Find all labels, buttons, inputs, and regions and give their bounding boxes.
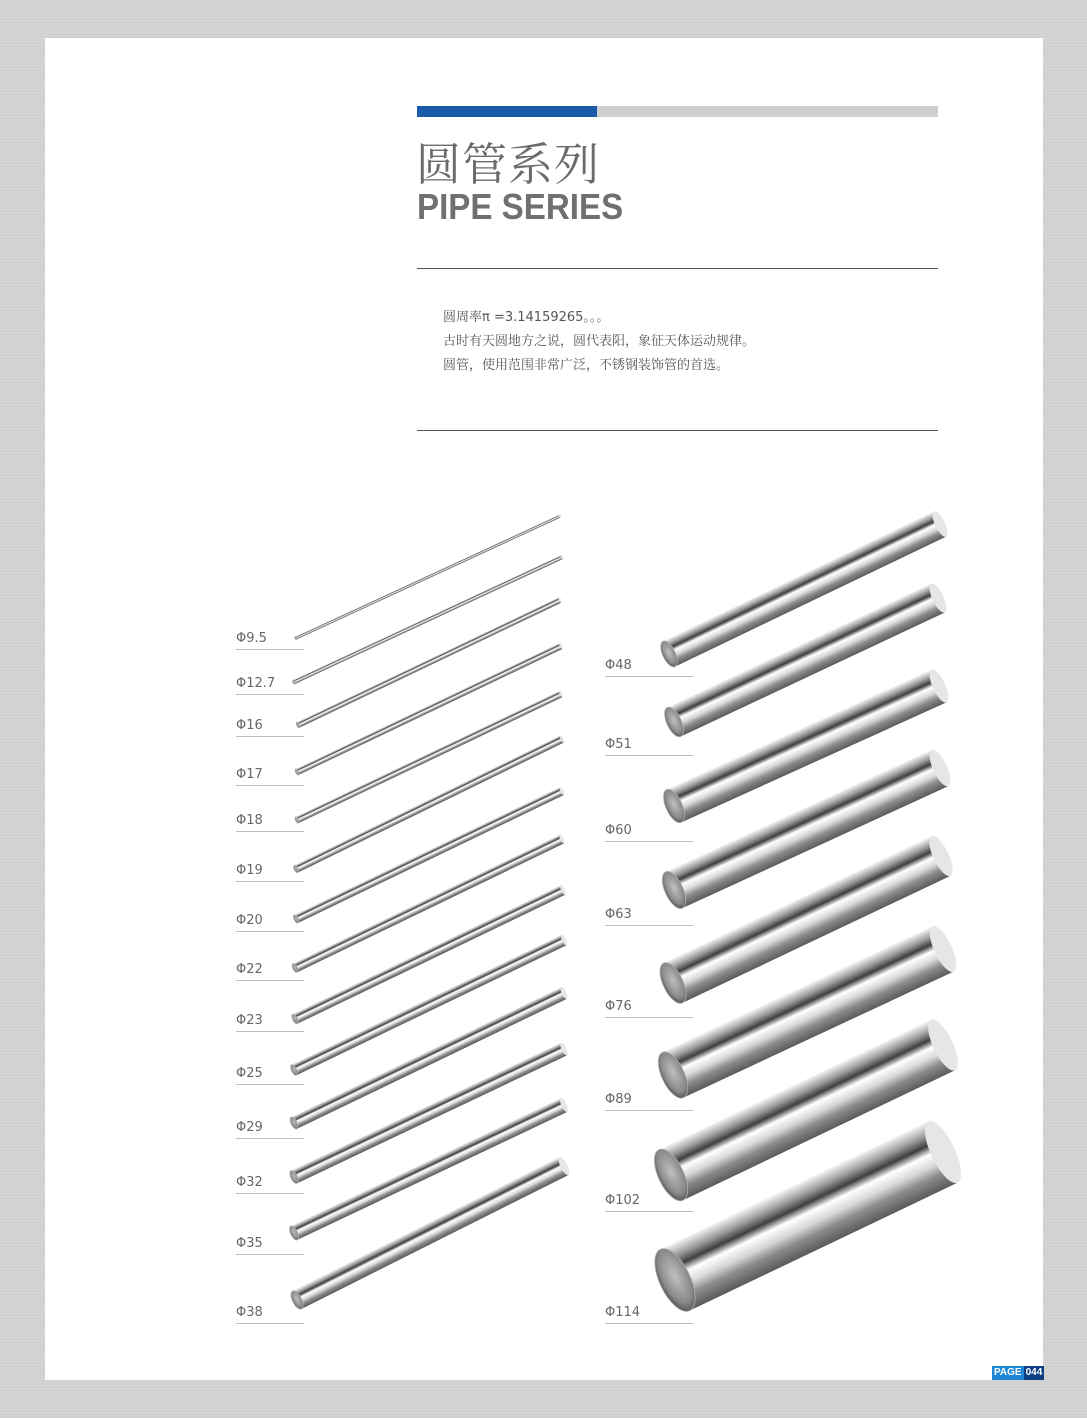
description-line: 圆管，使用范围非常广泛，不锈钢装饰管的首选。: [443, 358, 730, 373]
description-line: 古时有天圆地方之说，圆代表阳，象征天体运动规律。: [443, 334, 756, 349]
pipe-size-label: Φ20: [236, 913, 304, 932]
title-english: PIPE SERIES: [417, 186, 624, 227]
pipe-size-label: Φ76: [605, 999, 693, 1018]
pipe-size-label: Φ12.7: [236, 676, 304, 695]
pipe-graphic: [288, 1155, 571, 1310]
pipe-size-label: Φ25: [236, 1066, 304, 1085]
pipe-size-label: Φ18: [236, 813, 304, 832]
pipe-size-label: Φ63: [605, 907, 693, 926]
pipe-size-label: Φ48: [605, 658, 693, 677]
pipe-size-label: Φ38: [236, 1305, 304, 1324]
description-line: 圆周率π =3.14159265。。。: [443, 310, 610, 325]
pipe-size-label: Φ89: [605, 1092, 693, 1111]
pipe-size-label: Φ16: [236, 718, 304, 737]
title-chinese: 圆管系列: [416, 138, 601, 191]
pipe-size-label: Φ60: [605, 823, 693, 842]
pipe-size-label: Φ114: [605, 1305, 693, 1324]
pipe-body: [293, 1157, 569, 1309]
pipe-size-label: Φ17: [236, 767, 304, 786]
page-number: 044: [1025, 1367, 1043, 1378]
pipe-size-label: Φ22: [236, 962, 304, 981]
page-word: PAGE: [994, 1367, 1022, 1378]
pipe-size-label: Φ102: [605, 1193, 693, 1212]
pipe-size-label: Φ51: [605, 737, 693, 756]
pipe-size-label: Φ35: [236, 1236, 304, 1255]
pipe-size-label: Φ29: [236, 1120, 304, 1139]
pipe-size-label: Φ23: [236, 1013, 304, 1032]
page-number-badge: [992, 1366, 1044, 1380]
pipe-size-label: Φ9.5: [236, 631, 304, 650]
pipe-size-label: Φ32: [236, 1175, 304, 1194]
pipe-size-label: Φ19: [236, 863, 304, 882]
